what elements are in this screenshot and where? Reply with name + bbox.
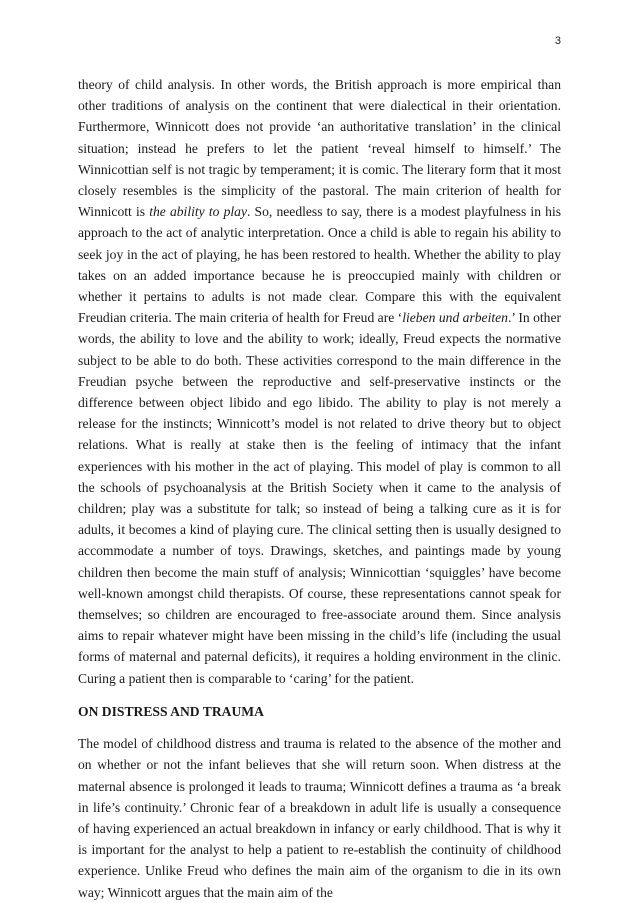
italic-ability-to-play: the ability to play bbox=[149, 204, 247, 220]
paragraph-play-text-1: theory of child analysis. In other words, the British approach is more empirical than other traditions of analysis on the continent that were dialectical in their orientation. Furthermore, Winnicott does not provide ‘an authoritative translation’ in the clinical situation; instead he prefers to let the patient ‘reveal himself to himself.’ The Winnicottian self is not tragic by temperament; it is comic. The literary form that it most closely resembles is the simplicity of the pastoral. The main criterion of health for Winnicott is bbox=[78, 77, 561, 220]
paragraph-play bbox=[78, 74, 561, 689]
paragraph-play-text-2: . So, needless to say, there is a modest playfulness in his approach to the act of analytic interpretation. Once a child is able to regain his ability to seek joy in the act of playing, he has been restored to health. Whether the ability to play takes on an added importance because he is preoccupied mainly with children or whether it pertains to adults is not made clear. Compare this with the equivalent Freudian criteria. The main criteria of health for Freud are ‘ bbox=[78, 204, 562, 326]
paragraph-distress: The model of childhood distress and trauma is related to the absence of the mother and on whether or not the infant believes that she will return soon. When distress at the maternal absence is prolonged it leads to trauma; Winnicott defines a trauma as ‘a break in life’s continuity.’ Chronic fear of a breakdown in adult life is usually a consequence of having experienced an actual breakdown in infancy or early childhood. That is why it is important for the analyst to help a patient to re-establish the continuity of childhood experience. Unlike Freud who defines the main aim of the organism to die in its own way; Winnicott argues that the main aim of the bbox=[78, 736, 561, 900]
page-number: 3 bbox=[554, 35, 561, 47]
section-heading: ON DISTRESS AND TRAUMA bbox=[78, 703, 264, 719]
body-text bbox=[78, 74, 561, 903]
paragraph-play-text-3: .’ In other words, the ability to love and the ability to work; ideally, Freud expects the normative subject to be able to do both. These activities correspond to the main difference in the Freudian psyche between the reproductive and self-preservative instincts or the difference between object libido and ego libido. The ability to play is not merely a release for the instincts; Winnicott’s model is not related to drive theory but to object relations. What is really at stake then is the feeling of intimacy that the infant experiences with his mother in the act of playing. This model of play is common to all the schools of psychoanalysis at the British Society when it came to the analysis of children; play was a substitute for talk; so instead of being a talking cure as it is for adults, it becomes a kind of playing cure. The clinical setting then is usually designed to accommodate a number of toys. Drawings, sketches, and paintings made by young children then become the main stuff of analysis; Winnicottian ‘squiggles’ have become well-known amongst child therapists. Of course, these representations cannot speak for themselves; so children are encouraged to free-associate around them. Since analysis aims to repair whatever might have been missing in the child’s life (including the usual forms of maternal and paternal deficits), it requires a holding environment in the clinic. Curing a patient then is comparable to ‘caring’ for the patient. bbox=[78, 310, 562, 686]
italic-lieben-und-arbeiten: lieben und arbeiten bbox=[402, 310, 508, 326]
